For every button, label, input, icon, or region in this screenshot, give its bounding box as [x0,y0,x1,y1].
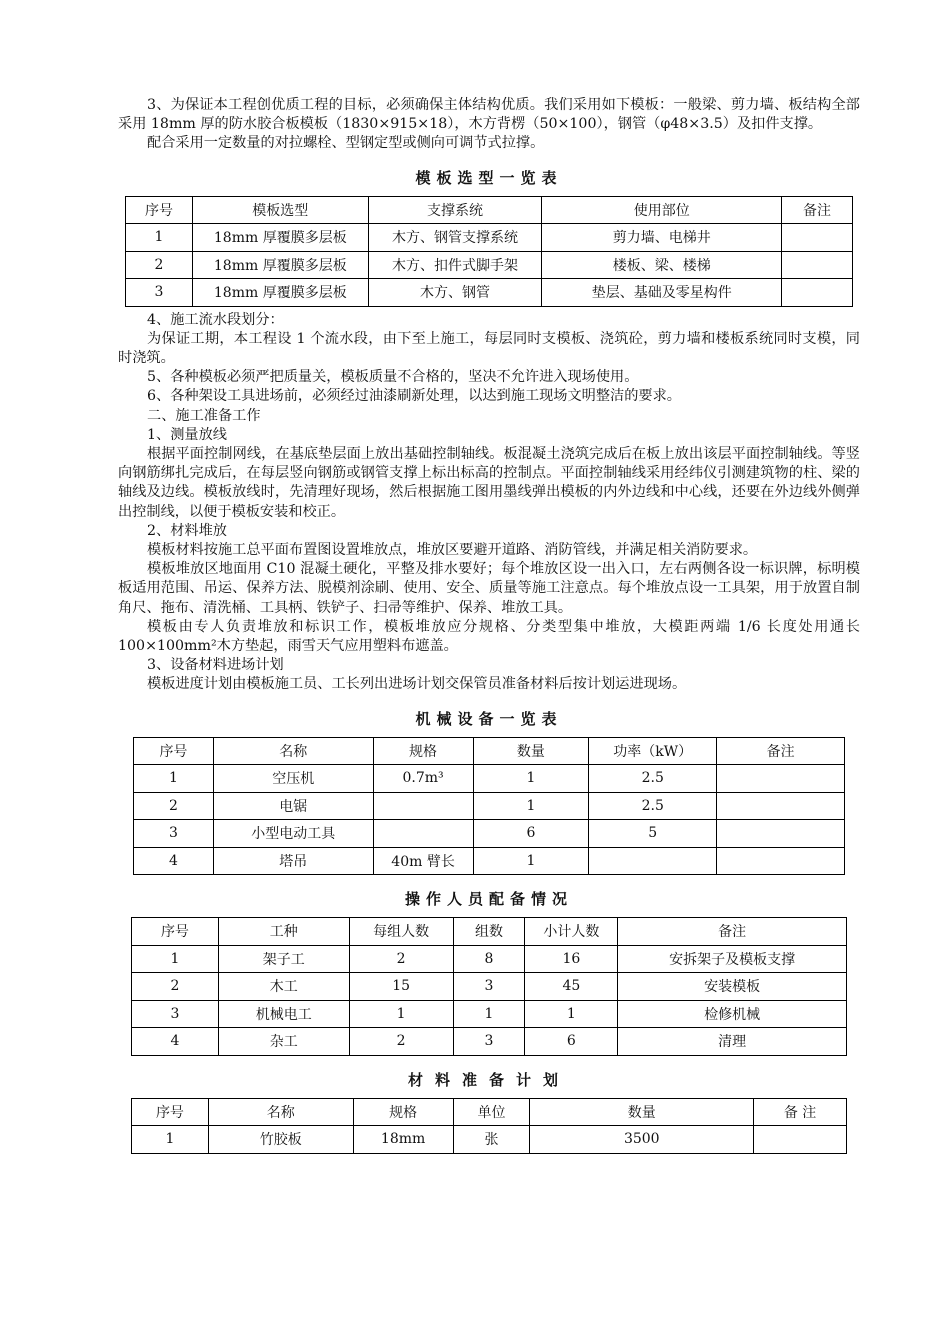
header-cell: 功率（kW） [589,737,717,765]
table-cell: 清理 [618,1028,847,1056]
table-cell: 0.7m³ [373,765,473,793]
table-cell: 45 [525,973,618,1001]
header-cell: 组数 [453,918,525,946]
table-row [134,792,845,820]
table-cell: 3 [453,973,525,1001]
subsection-1-text: 根据平面控制网线，在基底垫层面上放出基础控制轴线。板混凝土浇筑完成后在板上放出该层平面控制轴线。等竖向钢筋绑扎完成后，在每层竖向钢筋或钢管支撑上标出标高的控制点。平面控制轴线采用经纬仪引测建筑物的柱、梁的轴线及边线。模板放线时，先清理好现场，然后根据施工图用墨线弹出模板的内外边线和中心线，还要在外边线外侧弹出控制线，以便于模板安装和校正。 [118,446,860,520]
table-row [132,945,847,973]
table-cell [717,765,845,793]
table-cell: 1 [132,945,219,973]
table-cell: 2 [349,1028,453,1056]
table-cell [373,820,473,848]
header-cell: 规格 [373,737,473,765]
staff-table [131,917,847,1056]
table-cell: 3 [453,1028,525,1056]
header-cell: 工种 [218,918,349,946]
template-table [125,196,853,307]
table-cell: 16 [525,945,618,973]
table-cell: 2.5 [589,765,717,793]
table-row [126,279,853,307]
table-cell: 1 [349,1000,453,1028]
header-cell: 序号 [134,737,214,765]
table-cell: 1 [473,847,589,875]
header-cell: 备注 [782,196,853,224]
table-cell: 1 [525,1000,618,1028]
table-cell [717,847,845,875]
table-cell: 2.5 [589,792,717,820]
header-cell: 备注 [618,918,847,946]
table-cell: 电锯 [213,792,373,820]
table-cell: 空压机 [213,765,373,793]
table-cell: 4 [134,847,214,875]
chapter-2-heading: 二、施工准备工作 [147,407,261,424]
header-cell: 数量 [473,737,589,765]
table-cell: 剪力墙、电梯井 [542,224,782,252]
table-cell: 楼板、梁、楼梯 [542,251,782,279]
table-header-row [134,737,845,765]
table-cell: 竹胶板 [208,1126,353,1154]
table-cell: 木方、钢管支撑系统 [368,224,542,252]
header-cell: 序号 [132,1098,209,1126]
table-cell [717,820,845,848]
table-row [134,765,845,793]
section-4-title: 4、施工流水段划分： [147,311,284,328]
subsection-2-text-2: 模板堆放区地面用 C10 混凝土硬化，平整及排水要好；每个堆放区设一出入口，左右两侧各设一标识牌，标明模板适用范围、吊运、保养方法、脱模剂涂刷、使用、安全、质量等施工注意点。每个堆放点设一工具架，用于放置自制角尺、拖布、清洗桶、工具柄、铁铲子、扫帚等维护、保养、堆放工具。 [118,561,860,616]
subsection-3-text: 模板进度计划由模板施工员、工长列出进场计划交保管员准备材料后按计划运进现场。 [147,676,687,693]
subsection-2-text-3: 模板由专人负责堆放和标识工作，模板堆放应分规格、分类型集中堆放，大模距两端 1/6 长度处用通长 100×100mm²木方垫起，雨雪天气应用塑料布遮盖。 [118,618,860,655]
table-row [132,1028,847,1056]
template-table-title: 模板选型一览表 [415,168,563,187]
table-cell: 木工 [218,973,349,1001]
table-cell: 木方、钢管 [368,279,542,307]
header-cell: 备 注 [754,1098,847,1126]
table-cell: 2 [349,945,453,973]
table-cell: 8 [453,945,525,973]
header-cell: 数量 [530,1098,754,1126]
table-cell: 1 [473,765,589,793]
header-cell: 规格 [353,1098,453,1126]
header-cell: 备注 [717,737,845,765]
header-cell: 单位 [453,1098,530,1126]
table-cell [782,251,853,279]
table-cell: 架子工 [218,945,349,973]
table-cell: 2 [134,792,214,820]
header-cell: 名称 [208,1098,353,1126]
table-header-row [132,1098,847,1126]
section-6-text: 6、各种架设工具进场前，必须经过油漆刷新处理，以达到施工现场文明整洁的要求。 [147,388,681,405]
table-cell: 木方、扣件式脚手架 [368,251,542,279]
table-cell: 3 [134,820,214,848]
subsection-1-title: 1、测量放线 [147,426,227,443]
header-cell: 名称 [213,737,373,765]
material-table [131,1098,847,1154]
table-cell [782,279,853,307]
table-row [126,224,853,252]
table-cell: 1 [134,765,214,793]
table-cell: 40m 臂长 [373,847,473,875]
table-cell: 18mm 厚覆膜多层板 [192,251,368,279]
table-row [134,820,845,848]
intro-paragraph-1: 3、为保证本工程创优质工程的目标，必须确保主体结构优质。我们采用如下模板：一般梁、剪力墙、板结构全部采用 18mm 厚的防水胶合板模板（1830×915×18），木方背楞（50×100），钢管（φ48×3.5）及扣件支撑。 [118,97,860,133]
table-cell: 3 [126,279,193,307]
table-cell: 机械电工 [218,1000,349,1028]
table-cell [754,1126,847,1154]
table-cell [373,792,473,820]
header-cell: 支撑系统 [368,196,542,224]
subsection-3-title: 3、设备材料进场计划 [147,657,284,674]
table-cell: 3 [132,1000,219,1028]
header-cell: 小计人数 [525,918,618,946]
table-cell: 15 [349,973,453,1001]
table-cell: 塔吊 [213,847,373,875]
table-cell: 6 [473,820,589,848]
table-cell: 1 [453,1000,525,1028]
subsection-2-text-1: 模板材料按施工总平面布置图设置堆放点，堆放区要避开道路、消防管线，并满足相关消防要求。 [147,542,758,559]
section-5-text: 5、各种模板必须严把质量关，模板质量不合格的，坚决不允许进入现场使用。 [147,369,639,386]
table-cell: 安装模板 [618,973,847,1001]
table-cell: 4 [132,1028,219,1056]
document-page [118,96,860,1154]
table-cell [589,847,717,875]
table-cell: 2 [132,973,219,1001]
table-row [132,1000,847,1028]
table-cell: 3500 [530,1126,754,1154]
intro-paragraph-2: 配合采用一定数量的对拉螺栓、型钢定型或侧向可调节式拉撑。 [147,135,545,152]
subsection-2-title: 2、材料堆放 [147,522,227,539]
table-cell: 检修机械 [618,1000,847,1028]
section-4-text: 为保证工期，本工程设 1 个流水段，由下至上施工，每层同时支模板、浇筑砼，剪力墙和楼板系统同时支模，同时浇筑。 [118,330,860,367]
equipment-table [133,737,845,876]
header-cell: 序号 [132,918,219,946]
table-cell: 小型电动工具 [213,820,373,848]
table-cell: 安拆架子及模板支撑 [618,945,847,973]
header-cell: 模板选型 [192,196,368,224]
table-header-row [126,196,853,224]
table-row [134,847,845,875]
table-cell: 2 [126,251,193,279]
material-table-title: 材料准备计划 [407,1070,570,1089]
table-cell: 18mm 厚覆膜多层板 [192,279,368,307]
table-cell: 1 [132,1126,209,1154]
table-cell: 6 [525,1028,618,1056]
table-cell: 18mm 厚覆膜多层板 [192,224,368,252]
equipment-table-title: 机械设备一览表 [415,709,563,728]
table-row [132,973,847,1001]
table-row [126,251,853,279]
table-cell [782,224,853,252]
table-cell: 杂工 [218,1028,349,1056]
header-cell: 使用部位 [542,196,782,224]
header-cell: 序号 [126,196,193,224]
table-cell [717,792,845,820]
table-cell: 18mm [353,1126,453,1154]
table-cell: 1 [473,792,589,820]
table-cell: 5 [589,820,717,848]
staff-table-title: 操作人员配备情况 [404,890,573,909]
table-cell: 张 [453,1126,530,1154]
table-header-row [132,918,847,946]
table-row [132,1126,847,1154]
table-cell: 垫层、基础及零星构件 [542,279,782,307]
header-cell: 每组人数 [349,918,453,946]
table-cell: 1 [126,224,193,252]
